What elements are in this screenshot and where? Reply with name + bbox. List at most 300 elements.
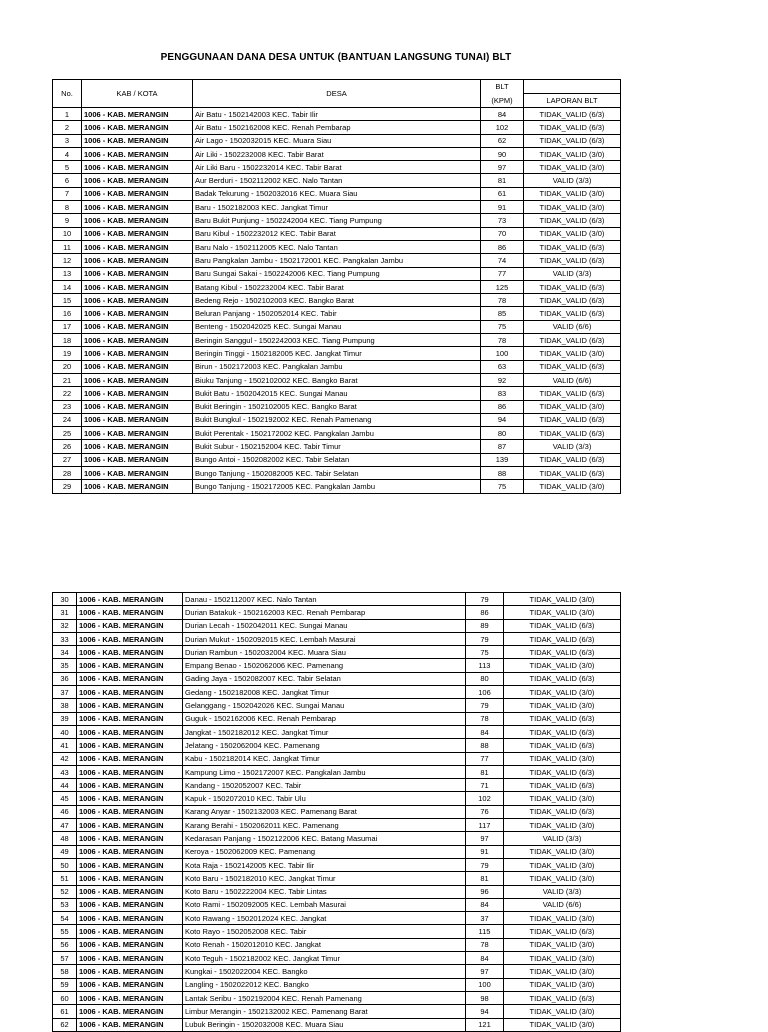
row-desa: Baru Pangkalan Jambu - 1502172001 KEC. Pangkalan Jambu (193, 254, 481, 267)
row-kab-kota: 1006 - KAB. MERANGIN (82, 147, 193, 160)
table-row (53, 672, 621, 685)
row-laporan-blt: TIDAK_VALID (3/0) (504, 952, 621, 965)
row-kab-kota: 1006 - KAB. MERANGIN (77, 712, 183, 725)
row-desa: Air Batu - 1502162008 KEC. Renah Pembarap (193, 121, 481, 134)
blt-table-2 (52, 592, 621, 1032)
row-desa: Durian Rambun - 1502032004 KEC. Muara Siau (183, 646, 466, 659)
row-laporan-blt: TIDAK_VALID (6/3) (504, 805, 621, 818)
table-row (53, 413, 621, 426)
table-row (53, 267, 621, 280)
row-blt-kpm: 86 (481, 240, 524, 253)
row-desa: Bukit Beringin - 1502102005 KEC. Bangko Barat (193, 400, 481, 413)
table-row (53, 686, 621, 699)
row-desa: Bukit Subur - 1502152004 KEC. Tabir Timur (193, 440, 481, 453)
row-kab-kota: 1006 - KAB. MERANGIN (77, 659, 183, 672)
row-no: 41 (53, 739, 77, 752)
table-row (53, 334, 621, 347)
table-row (53, 440, 621, 453)
row-blt-kpm: 61 (481, 187, 524, 200)
row-laporan-blt: TIDAK_VALID (3/0) (524, 161, 621, 174)
row-kab-kota: 1006 - KAB. MERANGIN (82, 254, 193, 267)
row-blt-kpm: 88 (481, 467, 524, 480)
row-kab-kota: 1006 - KAB. MERANGIN (77, 912, 183, 925)
table-row (53, 1005, 621, 1018)
row-laporan-blt: TIDAK_VALID (3/0) (524, 227, 621, 240)
row-kab-kota: 1006 - KAB. MERANGIN (77, 593, 183, 606)
row-blt-kpm: 100 (481, 347, 524, 360)
table-row (53, 832, 621, 845)
table-row (53, 632, 621, 645)
row-no: 35 (53, 659, 77, 672)
row-laporan-blt: TIDAK_VALID (6/3) (524, 254, 621, 267)
row-laporan-blt: TIDAK_VALID (6/3) (524, 467, 621, 480)
row-kab-kota: 1006 - KAB. MERANGIN (77, 925, 183, 938)
row-no: 29 (53, 480, 82, 493)
row-laporan-blt: TIDAK_VALID (6/3) (524, 334, 621, 347)
row-no: 9 (53, 214, 82, 227)
table-row (53, 712, 621, 725)
row-laporan-blt: VALID (3/3) (524, 174, 621, 187)
row-laporan-blt: TIDAK_VALID (6/3) (524, 214, 621, 227)
row-laporan-blt: TIDAK_VALID (6/3) (504, 712, 621, 725)
row-kab-kota: 1006 - KAB. MERANGIN (82, 440, 193, 453)
row-blt-kpm: 78 (481, 334, 524, 347)
row-no: 5 (53, 161, 82, 174)
row-kab-kota: 1006 - KAB. MERANGIN (77, 619, 183, 632)
row-laporan-blt: TIDAK_VALID (3/0) (504, 659, 621, 672)
header-laporan-empty (524, 80, 621, 94)
row-laporan-blt: TIDAK_VALID (3/0) (524, 347, 621, 360)
row-no: 60 (53, 991, 77, 1004)
table-row (53, 400, 621, 413)
row-kab-kota: 1006 - KAB. MERANGIN (77, 672, 183, 685)
row-desa: Keroya - 1502062009 KEC. Pamenang (183, 845, 466, 858)
row-desa: Koto Baru - 1502222004 KEC. Tabir Lintas (183, 885, 466, 898)
table-row (53, 453, 621, 466)
row-desa: Karang Berahi - 1502062011 KEC. Pamenang (183, 819, 466, 832)
row-desa: Batang Kibul - 1502232004 KEC. Tabir Barat (193, 280, 481, 293)
row-laporan-blt: TIDAK_VALID (6/3) (524, 307, 621, 320)
row-desa: Beringin Sanggul - 1502242003 KEC. Tiang Pumpung (193, 334, 481, 347)
row-desa: Air Batu - 1502142003 KEC. Tabir Ilir (193, 108, 481, 121)
table-row (53, 121, 621, 134)
row-blt-kpm: 37 (466, 912, 504, 925)
table-row (53, 294, 621, 307)
row-blt-kpm: 94 (466, 1005, 504, 1018)
row-kab-kota: 1006 - KAB. MERANGIN (77, 1018, 183, 1031)
row-kab-kota: 1006 - KAB. MERANGIN (82, 360, 193, 373)
row-desa: Guguk - 1502162006 KEC. Renah Pembarap (183, 712, 466, 725)
row-no: 53 (53, 898, 77, 911)
row-desa: Gading Jaya - 1502082007 KEC. Tabir Selatan (183, 672, 466, 685)
row-blt-kpm: 75 (481, 320, 524, 333)
row-desa: Bedeng Rejo - 1502102003 KEC. Bangko Barat (193, 294, 481, 307)
row-kab-kota: 1006 - KAB. MERANGIN (77, 686, 183, 699)
row-laporan-blt: VALID (3/3) (504, 832, 621, 845)
row-desa: Empang Benao - 1502062006 KEC. Pamenang (183, 659, 466, 672)
row-blt-kpm: 91 (481, 201, 524, 214)
row-desa: Koto Rami - 1502092005 KEC. Lembah Masurai (183, 898, 466, 911)
row-laporan-blt: TIDAK_VALID (6/3) (524, 453, 621, 466)
row-blt-kpm: 97 (481, 161, 524, 174)
table-row (53, 593, 621, 606)
row-kab-kota: 1006 - KAB. MERANGIN (82, 453, 193, 466)
table-row (53, 739, 621, 752)
row-blt-kpm: 96 (466, 885, 504, 898)
row-laporan-blt: TIDAK_VALID (6/3) (524, 280, 621, 293)
row-laporan-blt: TIDAK_VALID (3/0) (504, 686, 621, 699)
row-desa: Langling - 1502022012 KEC. Bangko (183, 978, 466, 991)
row-blt-kpm: 94 (481, 413, 524, 426)
row-desa: Baru Kibul - 1502232012 KEC. Tabir Barat (193, 227, 481, 240)
row-desa: Bukit Perentak - 1502172002 KEC. Pangkalan Jambu (193, 427, 481, 440)
row-no: 10 (53, 227, 82, 240)
table-row (53, 227, 621, 240)
row-laporan-blt: TIDAK_VALID (3/0) (504, 845, 621, 858)
table-row (53, 108, 621, 121)
row-laporan-blt: TIDAK_VALID (3/0) (524, 187, 621, 200)
table-row (53, 347, 621, 360)
row-laporan-blt: TIDAK_VALID (6/3) (524, 294, 621, 307)
row-no: 19 (53, 347, 82, 360)
row-laporan-blt: TIDAK_VALID (6/3) (504, 619, 621, 632)
row-blt-kpm: 71 (466, 779, 504, 792)
row-kab-kota: 1006 - KAB. MERANGIN (82, 240, 193, 253)
row-desa: Kungkai - 1502022004 KEC. Bangko (183, 965, 466, 978)
row-kab-kota: 1006 - KAB. MERANGIN (77, 632, 183, 645)
row-kab-kota: 1006 - KAB. MERANGIN (82, 134, 193, 147)
table-body-2 (53, 593, 621, 1032)
table-row (53, 646, 621, 659)
row-blt-kpm: 75 (481, 480, 524, 493)
row-blt-kpm: 125 (481, 280, 524, 293)
page-title: PENGGUNAAN DANA DESA UNTUK (BANTUAN LANGSUNG TUNAI) BLT (160, 52, 512, 63)
table-row (53, 387, 621, 400)
table-row (53, 280, 621, 293)
row-no: 47 (53, 819, 77, 832)
row-laporan-blt: TIDAK_VALID (6/3) (524, 387, 621, 400)
row-kab-kota: 1006 - KAB. MERANGIN (82, 413, 193, 426)
row-kab-kota: 1006 - KAB. MERANGIN (82, 227, 193, 240)
row-kab-kota: 1006 - KAB. MERANGIN (77, 991, 183, 1004)
row-no: 55 (53, 925, 77, 938)
row-no: 57 (53, 952, 77, 965)
row-blt-kpm: 85 (481, 307, 524, 320)
row-desa: Badak Tekurung - 1502032016 KEC. Muara Siau (193, 187, 481, 200)
row-desa: Durian Lecah - 1502042011 KEC. Sungai Manau (183, 619, 466, 632)
row-laporan-blt: TIDAK_VALID (6/3) (524, 360, 621, 373)
row-blt-kpm: 62 (481, 134, 524, 147)
row-no: 15 (53, 294, 82, 307)
row-no: 46 (53, 805, 77, 818)
row-desa: Biuku Tanjung - 1502102002 KEC. Bangko Barat (193, 373, 481, 386)
row-no: 8 (53, 201, 82, 214)
row-laporan-blt: TIDAK_VALID (6/3) (504, 632, 621, 645)
row-blt-kpm: 117 (466, 819, 504, 832)
table-row (53, 360, 621, 373)
row-blt-kpm: 81 (466, 765, 504, 778)
row-no: 22 (53, 387, 82, 400)
row-laporan-blt: TIDAK_VALID (6/3) (524, 134, 621, 147)
row-kab-kota: 1006 - KAB. MERANGIN (77, 646, 183, 659)
row-desa: Jelatang - 1502062004 KEC. Pamenang (183, 739, 466, 752)
row-kab-kota: 1006 - KAB. MERANGIN (82, 121, 193, 134)
row-blt-kpm: 88 (466, 739, 504, 752)
row-no: 45 (53, 792, 77, 805)
row-desa: Air Liki - 1502232008 KEC. Tabir Barat (193, 147, 481, 160)
row-kab-kota: 1006 - KAB. MERANGIN (77, 819, 183, 832)
table-row (53, 240, 621, 253)
row-laporan-blt: VALID (3/3) (504, 885, 621, 898)
table-row (53, 174, 621, 187)
row-blt-kpm: 63 (481, 360, 524, 373)
table-row (53, 725, 621, 738)
row-kab-kota: 1006 - KAB. MERANGIN (77, 752, 183, 765)
table-row (53, 752, 621, 765)
table-row (53, 307, 621, 320)
row-blt-kpm: 78 (466, 712, 504, 725)
row-desa: Koto Baru - 1502182010 KEC. Jangkat Timur (183, 872, 466, 885)
row-kab-kota: 1006 - KAB. MERANGIN (77, 858, 183, 871)
row-blt-kpm: 79 (466, 593, 504, 606)
table-row (53, 480, 621, 493)
row-no: 62 (53, 1018, 77, 1031)
row-no: 11 (53, 240, 82, 253)
row-no: 21 (53, 373, 82, 386)
row-kab-kota: 1006 - KAB. MERANGIN (82, 334, 193, 347)
table-row (53, 254, 621, 267)
table-row (53, 765, 621, 778)
row-kab-kota: 1006 - KAB. MERANGIN (82, 201, 193, 214)
row-kab-kota: 1006 - KAB. MERANGIN (77, 765, 183, 778)
header-blt: BLT (481, 80, 524, 94)
row-kab-kota: 1006 - KAB. MERANGIN (82, 174, 193, 187)
row-no: 26 (53, 440, 82, 453)
row-blt-kpm: 79 (466, 699, 504, 712)
row-blt-kpm: 81 (481, 174, 524, 187)
row-kab-kota: 1006 - KAB. MERANGIN (77, 792, 183, 805)
row-desa: Karang Anyar - 1502132003 KEC. Pamenang Barat (183, 805, 466, 818)
row-no: 34 (53, 646, 77, 659)
table-row (53, 134, 621, 147)
row-no: 6 (53, 174, 82, 187)
row-laporan-blt: TIDAK_VALID (3/0) (504, 1018, 621, 1031)
row-desa: Bungo Tanjung - 1502172005 KEC. Pangkalan Jambu (193, 480, 481, 493)
row-blt-kpm: 102 (481, 121, 524, 134)
row-no: 3 (53, 134, 82, 147)
row-no: 42 (53, 752, 77, 765)
table-row (53, 858, 621, 871)
row-laporan-blt: TIDAK_VALID (6/3) (504, 765, 621, 778)
row-kab-kota: 1006 - KAB. MERANGIN (82, 307, 193, 320)
row-kab-kota: 1006 - KAB. MERANGIN (82, 161, 193, 174)
row-blt-kpm: 113 (466, 659, 504, 672)
row-laporan-blt: TIDAK_VALID (3/0) (524, 400, 621, 413)
row-kab-kota: 1006 - KAB. MERANGIN (77, 832, 183, 845)
row-blt-kpm: 78 (466, 938, 504, 951)
row-blt-kpm: 106 (466, 686, 504, 699)
row-no: 44 (53, 779, 77, 792)
row-desa: Beringin Tinggi - 1502182005 KEC. Jangkat Timur (193, 347, 481, 360)
row-kab-kota: 1006 - KAB. MERANGIN (82, 347, 193, 360)
row-kab-kota: 1006 - KAB. MERANGIN (77, 805, 183, 818)
row-laporan-blt: TIDAK_VALID (6/3) (504, 739, 621, 752)
row-no: 49 (53, 845, 77, 858)
row-laporan-blt: TIDAK_VALID (3/0) (504, 938, 621, 951)
row-no: 31 (53, 606, 77, 619)
row-blt-kpm: 89 (466, 619, 504, 632)
row-desa: Jangkat - 1502182012 KEC. Jangkat Timur (183, 725, 466, 738)
row-no: 36 (53, 672, 77, 685)
row-kab-kota: 1006 - KAB. MERANGIN (77, 978, 183, 991)
row-desa: Gelanggang - 1502042026 KEC. Sungai Manau (183, 699, 466, 712)
row-desa: Baru - 1502182003 KEC. Jangkat Timur (193, 201, 481, 214)
row-blt-kpm: 97 (466, 832, 504, 845)
row-no: 32 (53, 619, 77, 632)
row-laporan-blt: VALID (6/6) (524, 320, 621, 333)
row-kab-kota: 1006 - KAB. MERANGIN (77, 739, 183, 752)
row-kab-kota: 1006 - KAB. MERANGIN (82, 267, 193, 280)
row-kab-kota: 1006 - KAB. MERANGIN (82, 320, 193, 333)
row-no: 58 (53, 965, 77, 978)
row-desa: Kampung Limo - 1502172007 KEC. Pangkalan Jambu (183, 765, 466, 778)
row-no: 17 (53, 320, 82, 333)
row-blt-kpm: 79 (466, 858, 504, 871)
row-blt-kpm: 80 (481, 427, 524, 440)
table-row (53, 965, 621, 978)
row-desa: Air Liki Baru - 1502232014 KEC. Tabir Barat (193, 161, 481, 174)
row-desa: Bungo Antoi - 1502082002 KEC. Tabir Selatan (193, 453, 481, 466)
table-row (53, 147, 621, 160)
row-no: 30 (53, 593, 77, 606)
row-desa: Baru Nalo - 1502112005 KEC. Nalo Tantan (193, 240, 481, 253)
row-no: 38 (53, 699, 77, 712)
header-no: No. (53, 80, 82, 108)
row-no: 37 (53, 686, 77, 699)
table-row (53, 805, 621, 818)
row-blt-kpm: 86 (466, 606, 504, 619)
row-blt-kpm: 97 (466, 965, 504, 978)
row-kab-kota: 1006 - KAB. MERANGIN (82, 467, 193, 480)
row-kab-kota: 1006 - KAB. MERANGIN (77, 952, 183, 965)
table-row (53, 845, 621, 858)
header-kpm: (KPM) (481, 94, 524, 108)
row-laporan-blt: TIDAK_VALID (6/3) (524, 413, 621, 426)
row-blt-kpm: 81 (466, 872, 504, 885)
row-desa: Kota Raja - 1502142005 KEC. Tabir Ilir (183, 858, 466, 871)
row-no: 56 (53, 938, 77, 951)
table-row (53, 427, 621, 440)
row-desa: Limbur Merangin - 1502132002 KEC. Pamenang Barat (183, 1005, 466, 1018)
table-row (53, 912, 621, 925)
table-body-1 (53, 108, 621, 494)
row-laporan-blt: TIDAK_VALID (3/0) (504, 752, 621, 765)
row-desa: Bukit Bungkul - 1502192002 KEC. Renah Pamenang (193, 413, 481, 426)
row-no: 43 (53, 765, 77, 778)
row-kab-kota: 1006 - KAB. MERANGIN (82, 294, 193, 307)
row-blt-kpm: 91 (466, 845, 504, 858)
table-row (53, 659, 621, 672)
row-no: 52 (53, 885, 77, 898)
table-row (53, 952, 621, 965)
row-blt-kpm: 121 (466, 1018, 504, 1031)
header-desa: DESA (193, 80, 481, 108)
row-no: 27 (53, 453, 82, 466)
table-row (53, 187, 621, 200)
row-kab-kota: 1006 - KAB. MERANGIN (77, 606, 183, 619)
row-blt-kpm: 139 (481, 453, 524, 466)
row-kab-kota: 1006 - KAB. MERANGIN (77, 965, 183, 978)
row-laporan-blt: TIDAK_VALID (3/0) (504, 978, 621, 991)
row-kab-kota: 1006 - KAB. MERANGIN (82, 280, 193, 293)
row-blt-kpm: 115 (466, 925, 504, 938)
row-kab-kota: 1006 - KAB. MERANGIN (77, 1005, 183, 1018)
row-no: 14 (53, 280, 82, 293)
table-row (53, 373, 621, 386)
row-no: 4 (53, 147, 82, 160)
row-laporan-blt: TIDAK_VALID (6/3) (504, 725, 621, 738)
row-no: 54 (53, 912, 77, 925)
row-laporan-blt: TIDAK_VALID (6/3) (504, 779, 621, 792)
row-laporan-blt: TIDAK_VALID (6/3) (524, 108, 621, 121)
row-kab-kota: 1006 - KAB. MERANGIN (77, 779, 183, 792)
row-desa: Birun - 1502172003 KEC. Pangkalan Jambu (193, 360, 481, 373)
row-kab-kota: 1006 - KAB. MERANGIN (77, 938, 183, 951)
row-blt-kpm: 92 (481, 373, 524, 386)
row-blt-kpm: 79 (466, 632, 504, 645)
row-desa: Lubuk Beringin - 1502032008 KEC. Muara Siau (183, 1018, 466, 1031)
row-no: 33 (53, 632, 77, 645)
row-kab-kota: 1006 - KAB. MERANGIN (77, 898, 183, 911)
row-blt-kpm: 86 (481, 400, 524, 413)
row-laporan-blt: TIDAK_VALID (3/0) (504, 858, 621, 871)
row-laporan-blt: TIDAK_VALID (6/3) (504, 991, 621, 1004)
row-no: 20 (53, 360, 82, 373)
row-desa: Kandang - 1502052007 KEC. Tabir (183, 779, 466, 792)
row-blt-kpm: 74 (481, 254, 524, 267)
row-kab-kota: 1006 - KAB. MERANGIN (82, 400, 193, 413)
row-kab-kota: 1006 - KAB. MERANGIN (77, 699, 183, 712)
row-desa: Baru Bukit Punjung - 1502242004 KEC. Tiang Pumpung (193, 214, 481, 227)
row-laporan-blt: TIDAK_VALID (3/0) (504, 606, 621, 619)
row-desa: Aur Berduri - 1502112002 KEC. Nalo Tantan (193, 174, 481, 187)
row-laporan-blt: TIDAK_VALID (3/0) (504, 912, 621, 925)
row-laporan-blt: TIDAK_VALID (6/3) (504, 672, 621, 685)
table-row (53, 819, 621, 832)
table-row (53, 792, 621, 805)
row-blt-kpm: 83 (481, 387, 524, 400)
row-desa: Durian Batakuk - 1502162003 KEC. Renah Pembarap (183, 606, 466, 619)
row-no: 16 (53, 307, 82, 320)
row-laporan-blt: TIDAK_VALID (3/0) (504, 792, 621, 805)
row-laporan-blt: TIDAK_VALID (3/0) (524, 480, 621, 493)
row-no: 23 (53, 400, 82, 413)
row-desa: Kapuk - 1502072010 KEC. Tabir Ulu (183, 792, 466, 805)
row-laporan-blt: TIDAK_VALID (6/3) (524, 427, 621, 440)
row-laporan-blt: VALID (3/3) (524, 440, 621, 453)
row-laporan-blt: TIDAK_VALID (3/0) (504, 819, 621, 832)
row-no: 51 (53, 872, 77, 885)
row-laporan-blt: TIDAK_VALID (6/3) (524, 121, 621, 134)
row-no: 28 (53, 467, 82, 480)
row-no: 48 (53, 832, 77, 845)
table-row (53, 991, 621, 1004)
row-desa: Koto Renah - 1502012010 KEC. Jangkat (183, 938, 466, 951)
table-row (53, 467, 621, 480)
table-row (53, 699, 621, 712)
row-laporan-blt: TIDAK_VALID (6/3) (524, 240, 621, 253)
row-laporan-blt: TIDAK_VALID (6/3) (504, 925, 621, 938)
